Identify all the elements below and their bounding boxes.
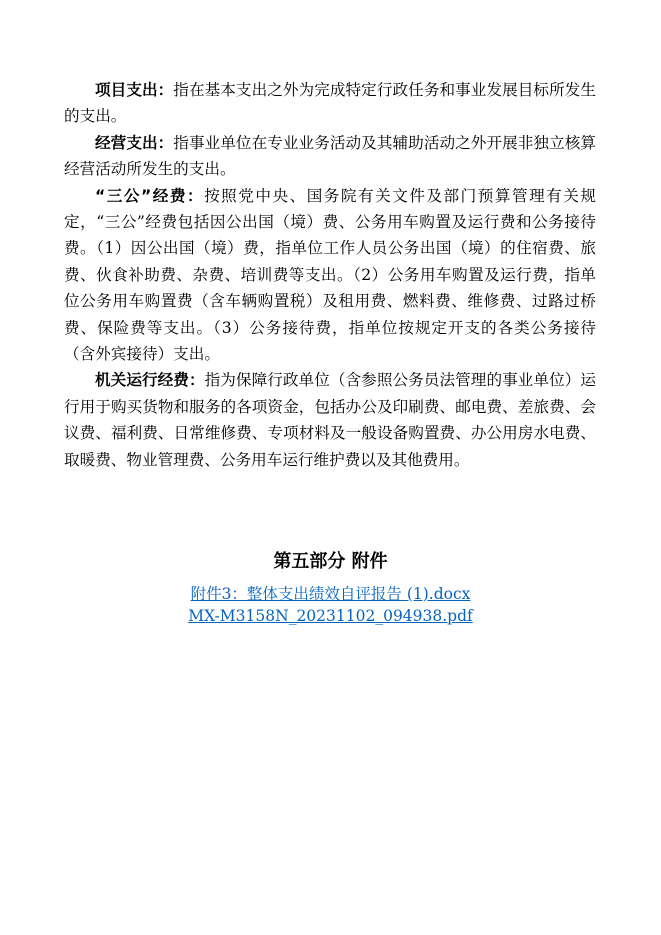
term-definition: 指事业单位在专业业务活动及其辅助活动之外开展非独立核算经营活动所发生的支出。	[64, 133, 596, 179]
term-definition: 按照党中央、国务院有关文件及部门预算管理有关规定，“三公”经费包括因公出国（境）费、公务用车购置及运行费和公务接待费。（1）因公出国（境）费，指单位工作人员公务出国（境）的住宿费、旅费、伙食补助费、杂费、培训费等支出。（2）公务用车购置及运行费，指单位公务用车购置费（含车辆购置税）及租用费、燃料费、维修费、过路过桥费、保险费等支出。（3）公务接待费，指单位按规定开支的各类公务接待（含外宾接待）支出。	[64, 186, 596, 364]
term-definition: 指在基本支出之外为完成特定行政任务和事业发展目标所发生的支出。	[64, 81, 596, 126]
paragraph-operating-expenditure	[64, 130, 596, 183]
attachment-link-docx[interactable]: 附件3：整体支出绩效自评报告 (1).docx	[190, 585, 471, 603]
term-label: 机关运行经费：	[95, 371, 205, 390]
term-label: 项目支出：	[95, 81, 174, 99]
paragraph-three-public-expenses	[64, 183, 596, 368]
attachment-list	[0, 583, 661, 627]
attachment-link-pdf[interactable]: MX-M3158N_20231102_094938.pdf	[188, 607, 473, 625]
term-label: “三公”经费：	[95, 186, 205, 205]
definitions-section	[64, 77, 596, 473]
term-definition: 指为保障行政单位（含参照公务员法管理的事业单位）运行用于购买货物和服务的各项资金，包括办公及印刷费、邮电费、差旅费、会议费、福利费、日常维修费、专项材料及一般设备购置费、办公用房水电费、取暖费、物业管理费、公务用车运行维护费以及其他费用。	[64, 371, 596, 469]
paragraph-agency-operating-expenses	[64, 367, 596, 473]
section-title: 第五部分 附件	[273, 551, 388, 572]
paragraph-project-expenditure	[64, 77, 596, 130]
term-label: 经营支出：	[95, 133, 174, 152]
